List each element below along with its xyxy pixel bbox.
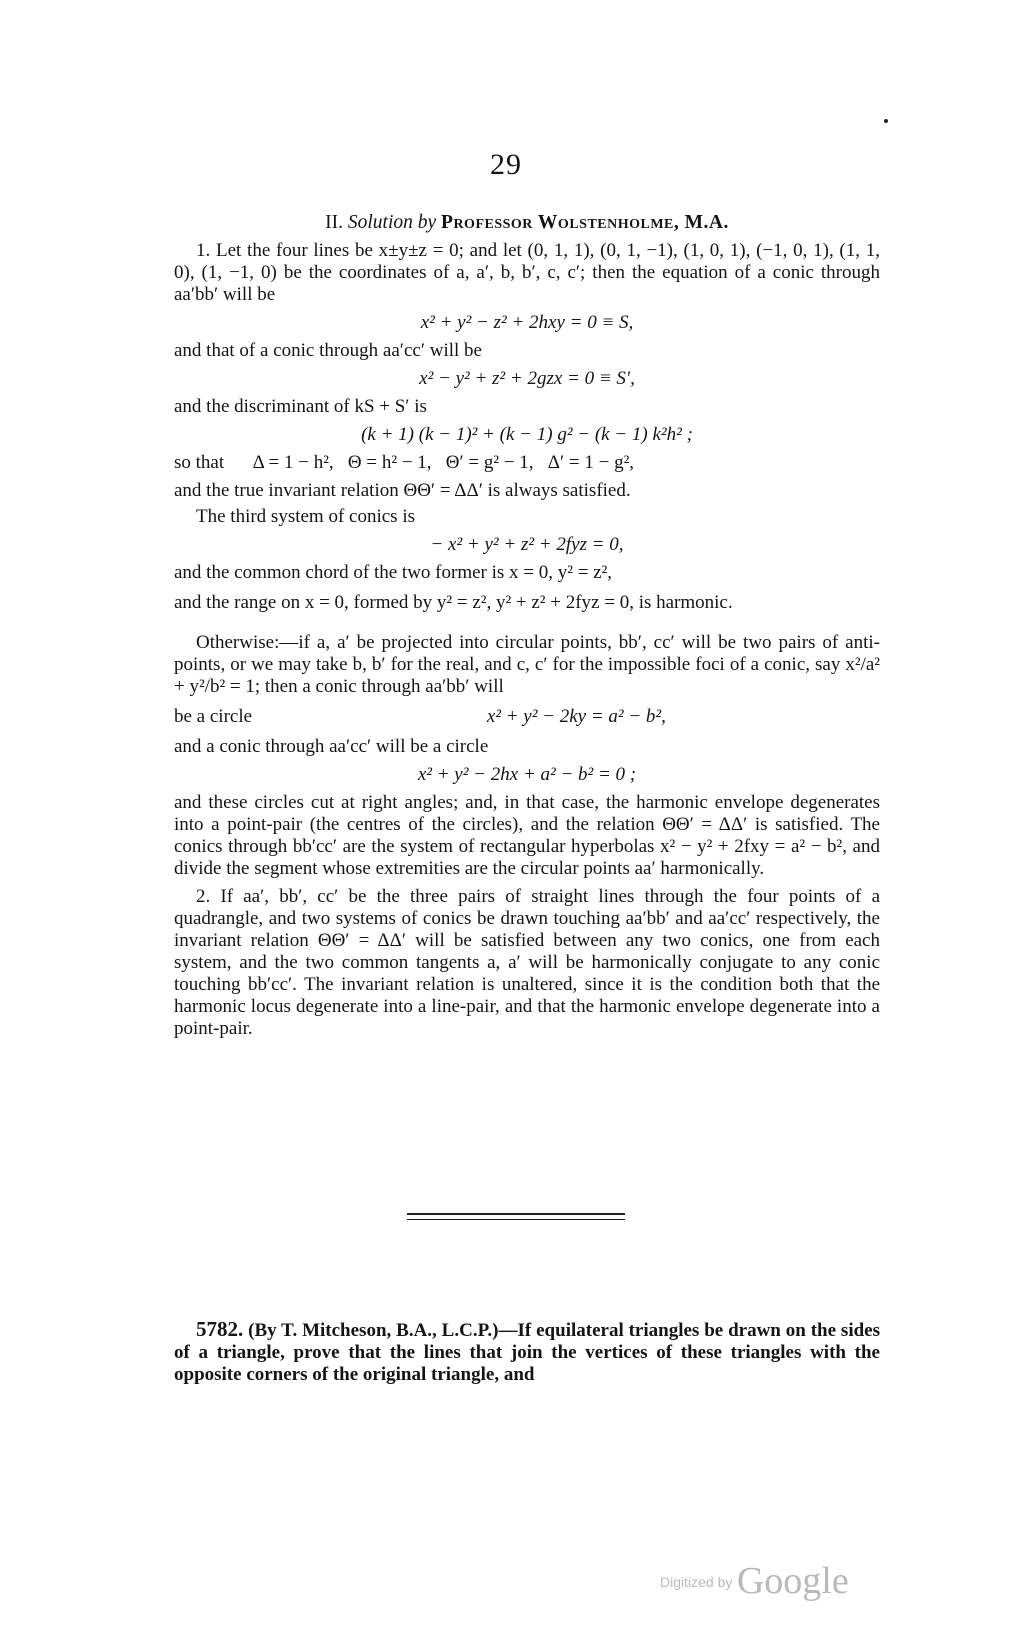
problem-number: 5782.	[196, 1317, 244, 1341]
solution-body	[174, 240, 880, 1040]
problem-5782	[174, 1318, 880, 1386]
divider-rule-bottom	[407, 1219, 625, 1220]
solution-heading	[174, 212, 880, 234]
paragraph-6: The third system of conics is	[196, 506, 415, 527]
page-number: 29	[490, 148, 522, 181]
problem-text: —If equilateral triangles be drawn on the sides of a triangle, prove that the lines that join the vertices of these triangles with the opposite corners of the original triangle, and	[174, 1320, 880, 1385]
equation-s: x² + y² − z² + 2hxy = 0 ≡ S,	[420, 312, 634, 333]
paragraph-5: and the true invariant relation ΘΘ′ = ΔΔ′ is always satisfied.	[174, 480, 631, 501]
solution-by-label: Solution by	[347, 212, 437, 233]
paragraph-11: and a conic through aa′cc′ will be a circle	[174, 736, 489, 757]
google-logo: Google	[736, 1560, 849, 1602]
paragraph-4: so that Δ = 1 − h², Θ = h² − 1, Θ′ = g² − 1, Δ′ = 1 − g²,	[174, 452, 635, 473]
divider-rule-top	[407, 1213, 625, 1215]
paragraph-13: 2. If aa′, bb′, cc′ be the three pairs of straight lines through the four points of a quadrangle, and two systems of conics be drawn touching aa′bb′ and aa′cc′ respectively, the invariant relation ΘΘ′ = ΔΔ′ will be satisfied between any two conics, one from each system, and the two common tangents a, a′ will be harmonically conjugate to any conic touching bb′cc′. The invariant relation is unaltered, since it is the condition both that the harmonic locus degenerate into a line-pair, and that the harmonic envelope degenerate into a point-pair.	[174, 886, 880, 1039]
equation-discriminant: (k + 1) (k − 1)² + (k − 1) g² − (k − 1) k²h² ;	[361, 424, 693, 445]
paragraph-9: Otherwise:—if a, a′ be projected into circular points, bb′, cc′ will be two pairs of anti-points, or we may take b, b′ for the real, and c, c′ for the impossible foci of a conic, say x²/a² + y²/b² = 1; then a conic through aa′bb′ will	[174, 632, 880, 697]
section-numeral: II.	[325, 212, 343, 233]
paragraph-7: and the common chord of the two former is x = 0, y² = z²,	[174, 562, 613, 583]
digitized-by-google-watermark	[660, 1559, 849, 1603]
problem-paragraph	[174, 1318, 880, 1386]
equation-third-system: − x² + y² + z² + 2fyz = 0,	[430, 534, 624, 555]
paragraph-2: and that of a conic through aa′cc′ will be	[174, 340, 482, 361]
circle-line	[174, 706, 880, 728]
ink-speck	[884, 119, 888, 123]
equation-s-prime: x² − y² + z² + 2gzx = 0 ≡ S′,	[419, 368, 635, 389]
equation-circle-1: x² + y² − 2ky = a² − b²,	[486, 706, 666, 727]
paragraph-8: and the range on x = 0, formed by y² = z², y² + z² + 2fyz = 0, is harmonic.	[174, 592, 733, 613]
paragraph-3: and the discriminant of kS + S′ is	[174, 396, 427, 417]
problem-author: (By T. Mitcheson, B.A., L.C.P.)	[248, 1320, 499, 1341]
watermark-prefix: Digitized by	[660, 1574, 733, 1590]
solution-author: Professor Wolstenholme, M.A.	[441, 212, 729, 233]
paragraph-1: 1. Let the four lines be x±y±z = 0; and let (0, 1, 1), (0, 1, −1), (1, 0, 1), (−1, 0, 1), (1, 1, 0), (1, −1, 0) be the coordinates of a, a′, b, b′, c, c′; then the equation of a conic through aa′bb′ will be	[174, 240, 880, 305]
circle-label: be a circle	[174, 706, 253, 727]
paragraph-12: and these circles cut at right angles; and, in that case, the harmonic envelope degenerates into a point-pair (the centres of the circles), and the relation ΘΘ′ = ΔΔ′ is satisfied. The conics through bb′cc′ are the system of rectangular hyperbolas x² − y² + 2fxy = a² − b², and divide the segment whose extremities are the circular points aa′ harmonically.	[174, 792, 880, 879]
equation-circle-2: x² + y² − 2hx + a² − b² = 0 ;	[417, 764, 637, 785]
